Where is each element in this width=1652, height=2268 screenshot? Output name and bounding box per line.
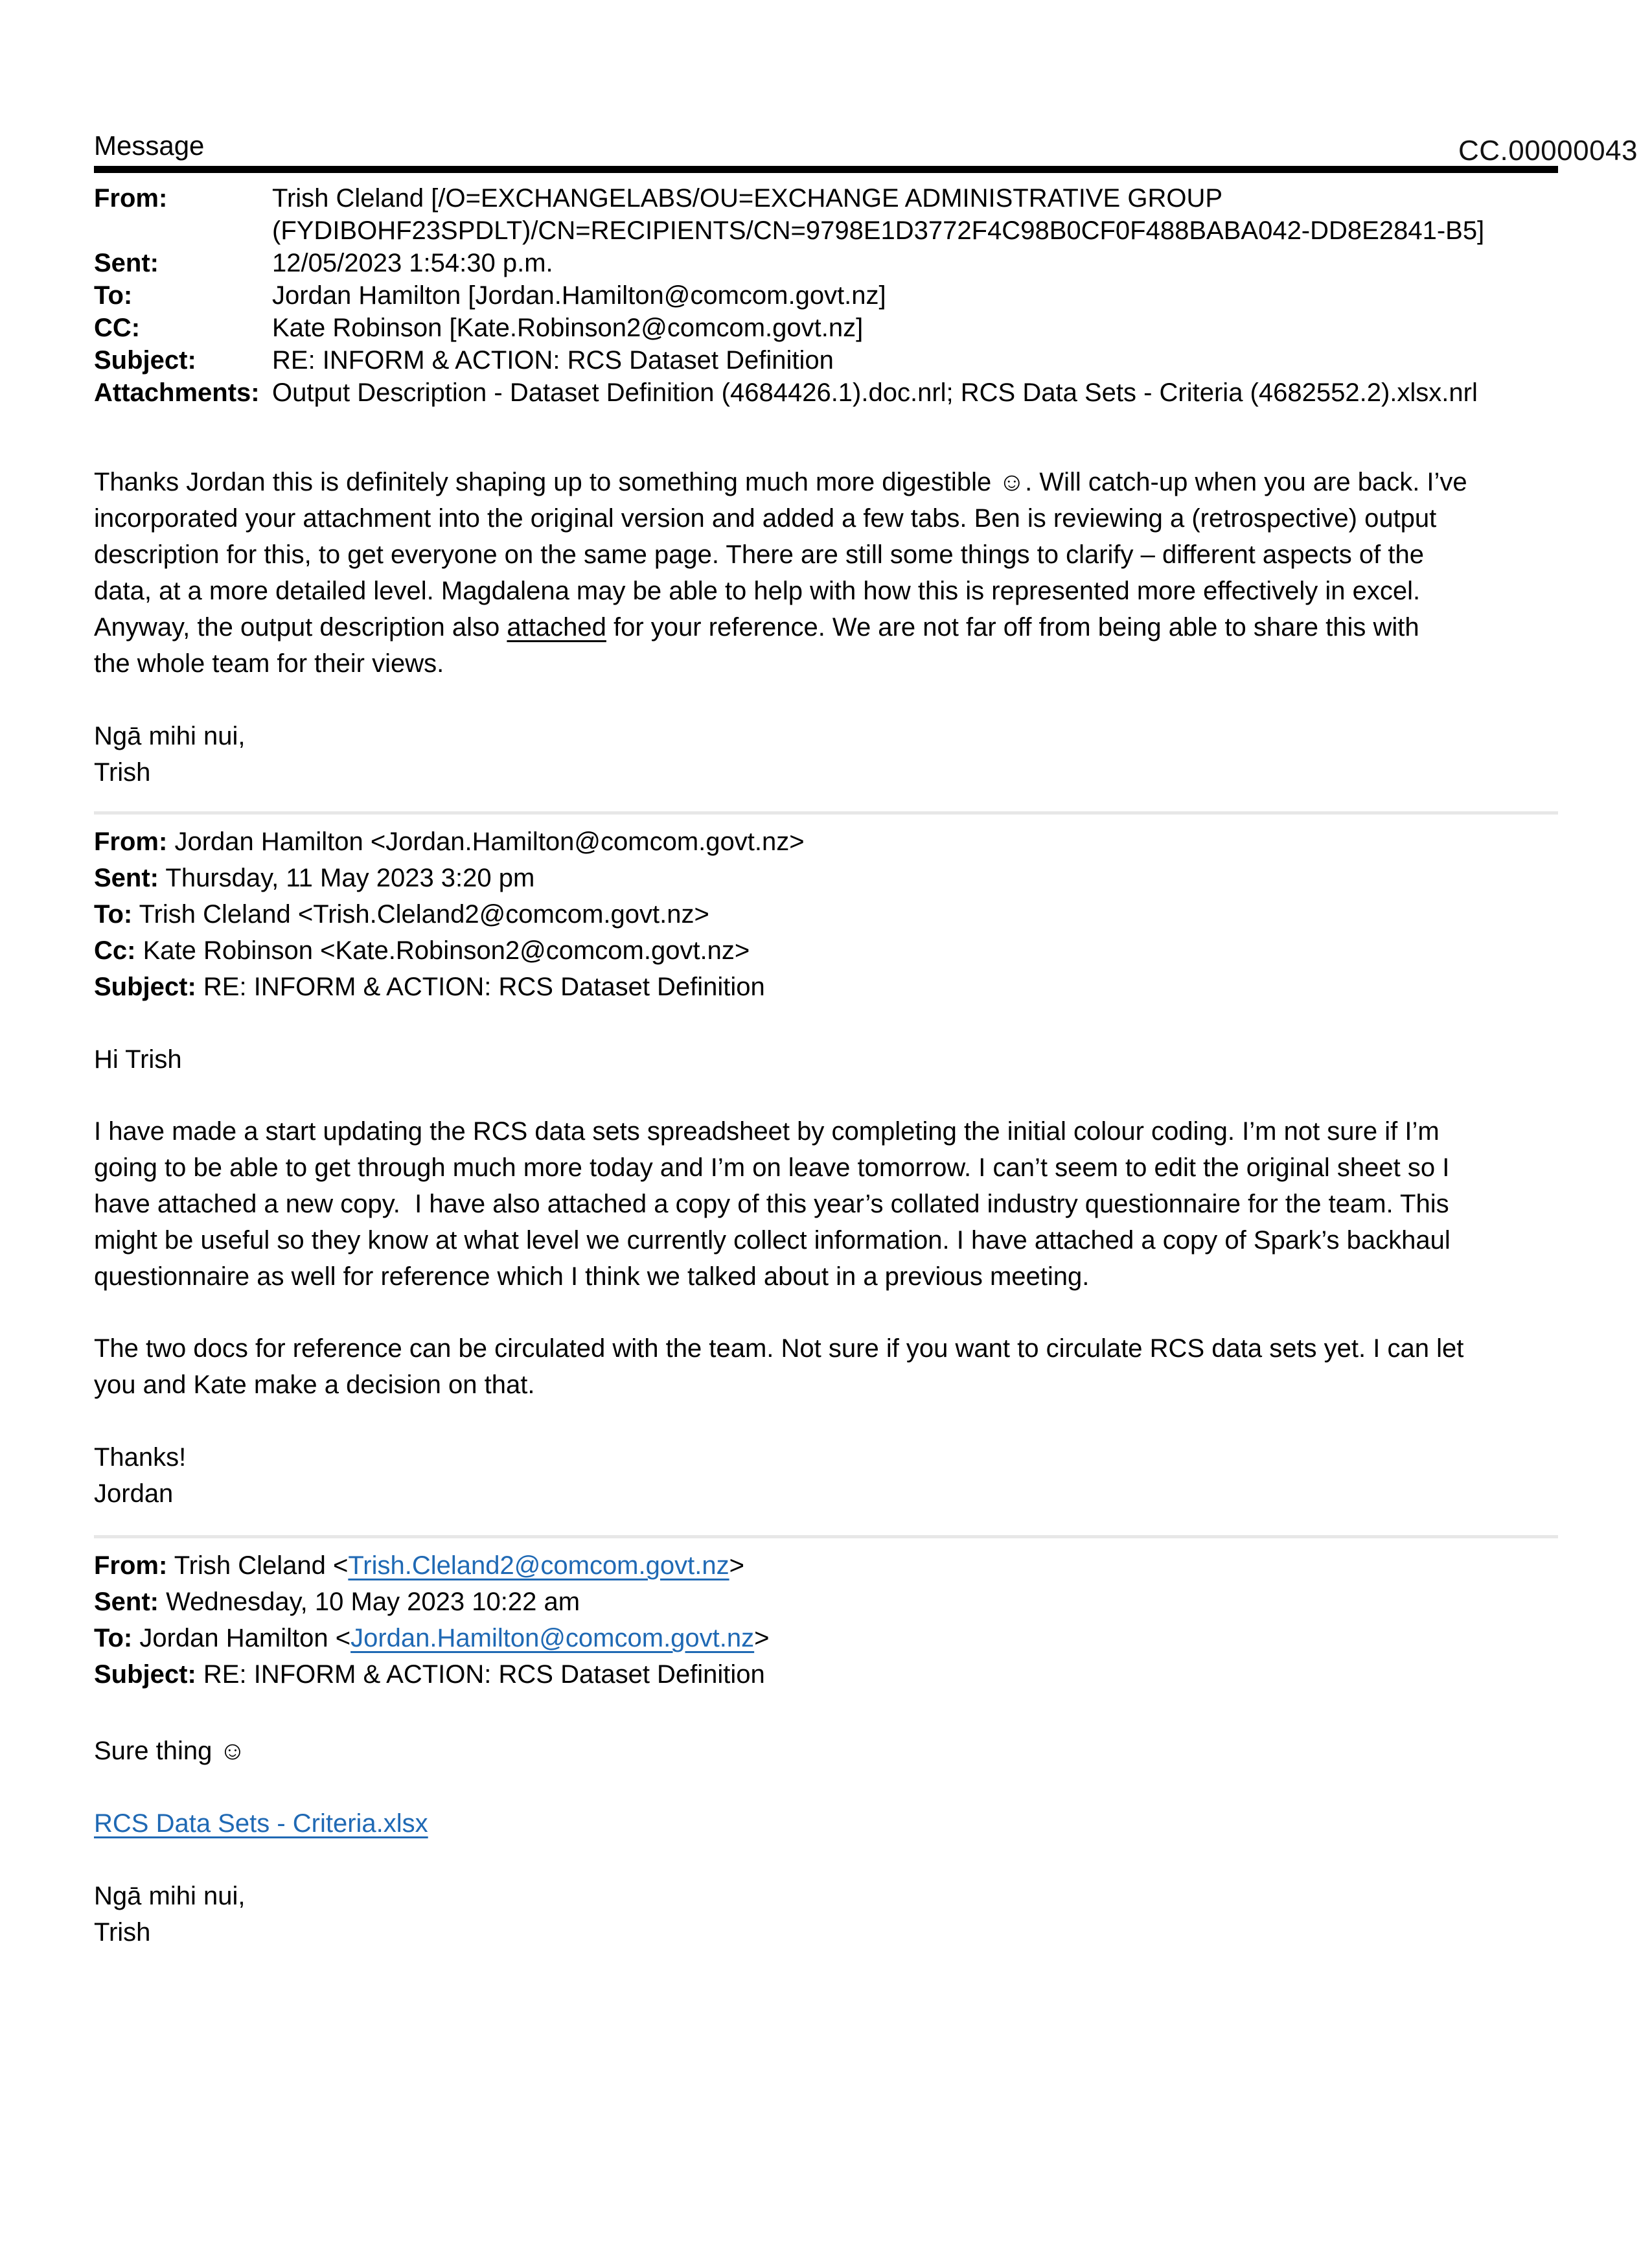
smiley-face-icon: ☺	[219, 1737, 246, 1765]
message-label: Message	[94, 130, 205, 161]
reply2-signature: Trish	[94, 1918, 151, 1947]
smiley-face-icon: ☺	[998, 468, 1026, 496]
header-cc-row	[94, 312, 1558, 344]
to-value-pre: Jordan Hamilton <	[139, 1624, 351, 1652]
reply1-paragraph1	[94, 1113, 1558, 1295]
email-document	[0, 130, 1652, 1950]
message1-text: Anyway, the output description also	[94, 613, 507, 642]
reply1-header	[94, 824, 1558, 1005]
cc-value: Kate Robinson [Kate.Robinson2@comcom.govt.nz]	[272, 314, 864, 342]
header-attachments-row	[94, 376, 1558, 409]
cc-label: CC:	[94, 314, 141, 342]
reply2-sent-row	[94, 1584, 1558, 1620]
reply1-para1-line1: I have made a start updating the RCS data sets spreadsheet by completing the initial colour coding. I’m not sure if I’m	[94, 1117, 1440, 1146]
attachment-file-link[interactable]: RCS Data Sets - Criteria.xlsx	[94, 1809, 428, 1838]
reply1-para2-line2: you and Kate make a decision on that.	[94, 1371, 535, 1399]
reply1-para1-line4: might be useful so they know at what level we currently collect information. I have attached a copy of Spark’s backhaul	[94, 1226, 1451, 1255]
from-label: From:	[94, 1551, 168, 1580]
message1-para1-line6: the whole team for their views.	[94, 649, 444, 678]
header-from-row	[94, 182, 1558, 247]
reply2-header	[94, 1547, 1558, 1693]
header-subject-row	[94, 344, 1558, 376]
reply1-greeting: Hi Trish	[94, 1045, 182, 1074]
reply1-para1-line5: questionnaire as well for reference which I think we talked about in a previous meeting.	[94, 1262, 1090, 1291]
email-document-page	[0, 130, 1652, 2268]
message1-para1-line5	[94, 609, 1558, 645]
from-label: From:	[94, 184, 168, 213]
reply2-from-row	[94, 1547, 1558, 1584]
reply1-paragraph2	[94, 1330, 1558, 1403]
subject-value: RE: INFORM & ACTION: RCS Dataset Definition	[272, 346, 834, 375]
subject-value: RE: INFORM & ACTION: RCS Dataset Definition	[203, 973, 765, 1001]
reply2-signoff-block	[94, 1878, 1558, 1950]
reply2-text: Sure thing	[94, 1737, 220, 1765]
reply1-para1-line3: have attached a new copy. I have also attached a copy of this year’s collated industry questionnaire for the team. This	[94, 1190, 1449, 1218]
to-email-link[interactable]: Jordan.Hamilton@comcom.govt.nz	[350, 1624, 755, 1652]
from-email-link[interactable]: Trish.Cleland2@comcom.govt.nz	[348, 1551, 729, 1580]
message1-text: Thanks Jordan this is definitely shaping up to something much more digestible	[94, 468, 999, 496]
header-rule	[94, 166, 1558, 173]
header-sent-row	[94, 247, 1558, 279]
message1-text: . Will catch-up when you are back. I’ve	[1025, 468, 1467, 496]
header-to-row	[94, 279, 1558, 312]
cc-label: Cc:	[94, 936, 136, 965]
from-value-line1: Trish Cleland [/O=EXCHANGELABS/OU=EXCHANGE ADMINISTRATIVE GROUP	[272, 184, 1223, 213]
subject-label: Subject:	[94, 1660, 196, 1689]
reply1-signature: Jordan	[94, 1479, 174, 1508]
message1-para1-line1	[94, 464, 1558, 500]
reply2-subject-row	[94, 1656, 1558, 1693]
from-value-line2: (FYDIBOHF23SPDLT)/CN=RECIPIENTS/CN=9798E1D3772F4C98B0CF0F488BABA042-DD8E2841-B5]	[272, 216, 1485, 245]
sent-value: Thursday, 11 May 2023 3:20 pm	[165, 864, 535, 892]
reply2-to-row	[94, 1620, 1558, 1656]
to-value: Trish Cleland <Trish.Cleland2@comcom.govt.nz>	[139, 900, 709, 929]
from-value-post: >	[729, 1551, 744, 1580]
cc-value: Kate Robinson <Kate.Robinson2@comcom.govt.nz>	[143, 936, 750, 965]
message1-signoff-block	[94, 718, 1558, 791]
sent-label: Sent:	[94, 864, 159, 892]
message1-para1-line4: data, at a more detailed level. Magdalena may be able to help with how this is represented more effectively in excel.	[94, 577, 1421, 605]
reply1-divider	[94, 811, 1558, 815]
attachments-label: Attachments:	[94, 378, 260, 407]
reply1-from-row	[94, 824, 1558, 860]
subject-label: Subject:	[94, 346, 196, 375]
sent-label: Sent:	[94, 249, 159, 277]
reply1-signoff-block	[94, 1439, 1558, 1512]
sent-label: Sent:	[94, 1588, 159, 1616]
message1-text: for your reference. We are not far off from being able to share this with	[606, 613, 1419, 642]
email-header	[94, 182, 1558, 409]
message1-para1-line2: incorporated your attachment into the original version and added a few tabs. Ben is reviewing a (retrospective) output	[94, 504, 1437, 533]
reply2-body-line	[94, 1733, 1558, 1769]
to-label: To:	[94, 1624, 133, 1652]
reply1-para1-line2: going to be able to get through much more today and I’m on leave tomorrow. I can’t seem to edit the original sheet so I	[94, 1153, 1450, 1182]
message1-para1-line3: description for this, to get everyone on the same page. There are still some things to clarify – different aspects of the	[94, 540, 1424, 569]
subject-value: RE: INFORM & ACTION: RCS Dataset Definition	[203, 1660, 765, 1689]
reply1-cc-row	[94, 932, 1558, 969]
to-value: Jordan Hamilton [Jordan.Hamilton@comcom.govt.nz]	[272, 281, 886, 310]
from-value: Jordan Hamilton <Jordan.Hamilton@comcom.govt.nz>	[174, 827, 805, 856]
reply1-thanks: Thanks!	[94, 1443, 187, 1472]
reply1-subject-row	[94, 969, 1558, 1005]
attachments-value: Output Description - Dataset Definition (4684426.1).doc.nrl; RCS Data Sets - Criteria (4682552.2).xlsx.nrl	[272, 378, 1478, 407]
attached-underlined-word: attached	[507, 613, 606, 642]
sent-value: Wednesday, 10 May 2023 10:22 am	[166, 1588, 580, 1616]
message1-signature: Trish	[94, 758, 151, 787]
subject-label: Subject:	[94, 973, 196, 1001]
reply1-para2-line1: The two docs for reference can be circulated with the team. Not sure if you want to circulate RCS data sets yet. I can let	[94, 1334, 1464, 1363]
from-value-pre: Trish Cleland <	[174, 1551, 349, 1580]
message1-paragraph	[94, 464, 1558, 682]
from-label: From:	[94, 827, 168, 856]
reply1-to-row	[94, 896, 1558, 932]
reply2-divider	[94, 1535, 1558, 1538]
from-value	[272, 182, 1484, 247]
message1-signoff: Ngā mihi nui,	[94, 722, 246, 750]
reply2-signoff: Ngā mihi nui,	[94, 1882, 246, 1910]
reply1-sent-row	[94, 860, 1558, 896]
sent-value: 12/05/2023 1:54:30 p.m.	[272, 249, 553, 277]
to-label: To:	[94, 900, 133, 929]
to-label: To:	[94, 281, 133, 310]
reply2-attachment-row	[94, 1805, 1558, 1842]
bates-number: CC.00000043	[1458, 135, 1638, 167]
to-value-post: >	[754, 1624, 770, 1652]
